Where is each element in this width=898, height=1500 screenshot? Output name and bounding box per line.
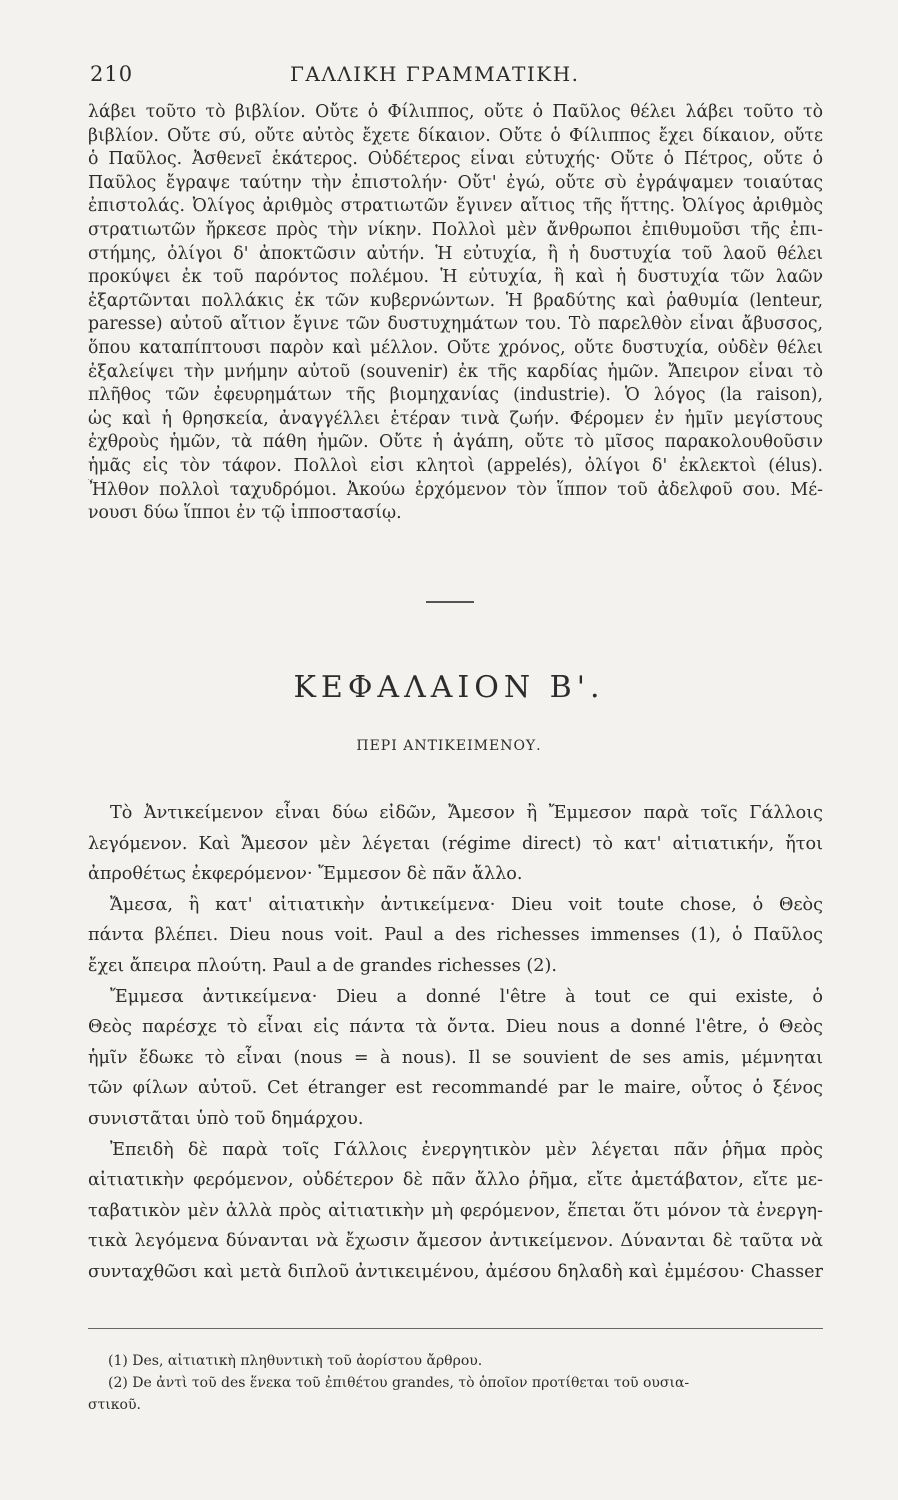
text-line: τῶν φίλων αὐτοῦ. Cet étranger est recommandé par le maire, οὗτος ὁ ξένος — [88, 1078, 823, 1099]
text-line: προκύψει ἐκ τοῦ παρόντος πολέμου. Ἡ εὐτυχία, ἢ καὶ ἡ δυστυχία τῶν λαῶν — [88, 267, 823, 288]
text-line: ἡμῖν ἔδωκε τὸ εἶναι (nous = à nous). Il se souvient de ses amis, μέμνηται — [88, 1047, 823, 1068]
text-line: ἀπροθέτως ἐκφερόμενον· Ἔμμεσον δὲ πᾶν ἄλλο. — [88, 864, 523, 885]
text-line: τικὰ λεγόμενα δύνανται νὰ ἔχωσιν ἄμεσον ἀντικείμενον. Δύνανται δὲ ταῦτα νὰ — [88, 1231, 823, 1252]
text-line: ἐξαλείψει τὴν μνήμην αὐτοῦ (souvenir) ἐκ τῆς καρδίας ἡμῶν. Ἄπειρον εἶναι τὸ — [88, 361, 823, 382]
chapter-title: ΚΕΦΑΛΑΙΟΝ Β'. — [293, 670, 605, 705]
chapter-body — [88, 798, 823, 1288]
text-line: Ἦλθον πολλοὶ ταχυδρόμοι. Ἀκούω ἐρχόμενον τὸν ἵππον τοῦ ἀδελφοῦ σου. Μέ- — [88, 479, 823, 500]
page-number: 210 — [90, 62, 134, 86]
text-line: ἡμᾶς εἰς τὸν τάφον. Πολλοὶ εἰσι κλητοὶ (appelés), ὀλίγοι δ' ἐκλεκτοὶ (élus). — [88, 455, 823, 476]
exercise-text — [88, 101, 823, 526]
chapter-subtitle: ΠΕΡΙ ΑΝΤΙΚΕΙΜΕΝΟΥ. — [356, 738, 542, 754]
text-line: ὁ Παῦλος. Ἀσθενεῖ ἑκάτερος. Οὐδέτερος εἶναι εὐτυχής· Οὔτε ὁ Πέτρος, οὔτε ὁ — [88, 149, 823, 170]
text-line: συνταχθῶσι καὶ μετὰ διπλοῦ ἀντικειμένου, ἀμέσου δηλαδὴ καὶ ἐμμέσου· Chasser — [88, 1261, 823, 1282]
text-line: Ἐπειδὴ δὲ παρὰ τοῖς Γάλλοις ἐνεργητικὸν μὲν λέγεται πᾶν ῥῆμα πρὸς — [110, 1139, 823, 1160]
text-line: Ἔμμεσα ἀντικείμενα· Dieu a donné l'être à tout ce qui existe, ὁ — [110, 986, 823, 1007]
footnote: στικοῦ. — [88, 1397, 141, 1413]
text-line: ἐξαρτῶνται πολλάκις ἐκ τῶν κυβερνώντων. Ἡ βραδύτης καὶ ῥαθυμία (lenteur, — [88, 290, 823, 311]
text-line: paresse) αὐτοῦ αἴτιον ἔγινε τῶν δυστυχημάτων του. Τὸ παρελθὸν εἶναι ἄβυσσος, — [88, 314, 823, 335]
section-divider — [426, 601, 474, 603]
text-line: ὡς καὶ ἡ θρησκεία, ἀναγγέλλει ἑτέραν τινὰ ζωήν. Φέρομεν ἐν ἡμῖν μεγίστους — [88, 408, 823, 429]
text-line: συνιστᾶται ὑπὸ τοῦ δημάρχου. — [88, 1108, 364, 1129]
text-line: βιβλίον. Οὔτε σύ, οὔτε αὐτὸς ἔχετε δίκαιον. Οὔτε ὁ Φίλιππος ἔχει δίκαιον, οὔτε — [88, 125, 823, 146]
text-line: πάντα βλέπει. Dieu nous voit. Paul a des richesses immenses (1), ὁ Παῦλος — [88, 925, 823, 946]
text-line: ἔχει ἄπειρα πλούτη. Paul a de grandes richesses (2). — [88, 955, 557, 976]
text-line: στήμης, ὀλίγοι δ' ἀποκτῶσιν αὐτήν. Ἡ εὐτυχία, ἢ ἡ δυστυχία τοῦ λαοῦ θέλει — [88, 243, 823, 264]
footnote-rule — [88, 1328, 823, 1329]
text-line: αἰτιατικὴν φερόμενον, οὐδέτερον δὲ πᾶν ἄλλο ῥῆμα, εἴτε ἀμετάβατον, εἴτε με- — [88, 1170, 823, 1191]
page-header — [90, 62, 820, 92]
text-line: νουσι δύω ἵπποι ἐν τῷ ἱπποστασίῳ. — [88, 503, 402, 524]
text-line: λάβει τοῦτο τὸ βιβλίον. Οὔτε ὁ Φίλιππος, οὔτε ὁ Παῦλος θέλει λάβει τοῦτο τὸ — [88, 102, 823, 122]
text-line: ἐχθροὺς ἡμῶν, τὰ πάθη ἡμῶν. Οὔτε ἡ ἀγάπη, οὔτε τὸ μῖσος παρακολουθοῦσιν — [88, 432, 823, 453]
text-line: ταβατικὸν μὲν ἀλλὰ πρὸς αἰτιατικὴν μὴ φερόμενον, ἕπεται ὅτι μόνον τὰ ἐνεργη- — [88, 1200, 823, 1221]
text-line: ἐπιστολάς. Ὀλίγος ἀριθμὸς στρατιωτῶν ἔγινεν αἴτιος τῆς ἥττης. Ὀλίγος ἀριθμὸς — [88, 196, 823, 217]
footnote: (1) Des, αἰτιατικὴ πληθυντικὴ τοῦ ἀορίστου ἄρθρου. — [108, 1353, 483, 1369]
text-line: Θεὸς παρέσχε τὸ εἶναι εἰς πάντα τὰ ὄντα. Dieu nous a donné l'être, ὁ Θεὸς — [88, 1017, 823, 1038]
running-title: ΓΑΛΛΙΚΗ ΓΡΑΜΜΑΤΙΚΗ. — [290, 62, 580, 86]
text-line: στρατιωτῶν ἤρκεσε πρὸς τὴν νίκην. Πολλοὶ μὲν ἄνθρωποι ἐπιθυμοῦσι τῆς ἐπι- — [88, 219, 823, 240]
text-line: Ἄμεσα, ἢ κατ' αἰτιατικὴν ἀντικείμενα· Dieu voit toute chose, ὁ Θεὸς — [110, 894, 823, 915]
text-line: Παῦλος ἔγραψε ταύτην τὴν ἐπιστολήν· Οὔτ' ἐγώ, οὔτε σὺ ἐγράψαμεν τοιαύτας — [88, 172, 823, 193]
text-line: λεγόμενον. Καὶ Ἄμεσον μὲν λέγεται (régime direct) τὸ κατ' αἰτιατικήν, ἤτοι — [88, 833, 823, 854]
footnote: (2) De ἀντὶ τοῦ des ἕνεκα τοῦ ἐπιθέτου grandes, τὸ ὁποῖον προτίθεται τοῦ ουσια- — [108, 1375, 690, 1391]
footnotes — [88, 1350, 823, 1416]
text-line: Τὸ Ἀντικείμενον εἶναι δύω εἰδῶν, Ἄμεσον ἢ Ἔμμεσον παρὰ τοῖς Γάλλοις — [110, 803, 823, 823]
text-line: πλῆθος τῶν ἐφευρημάτων τῆς βιομηχανίας (industrie). Ὁ λόγος (la raison), — [88, 385, 823, 406]
text-line: ὅπου καταπίπτουσι παρὸν καὶ μέλλον. Οὔτε χρόνος, οὔτε δυστυχία, οὐδὲν θέλει — [88, 337, 823, 358]
